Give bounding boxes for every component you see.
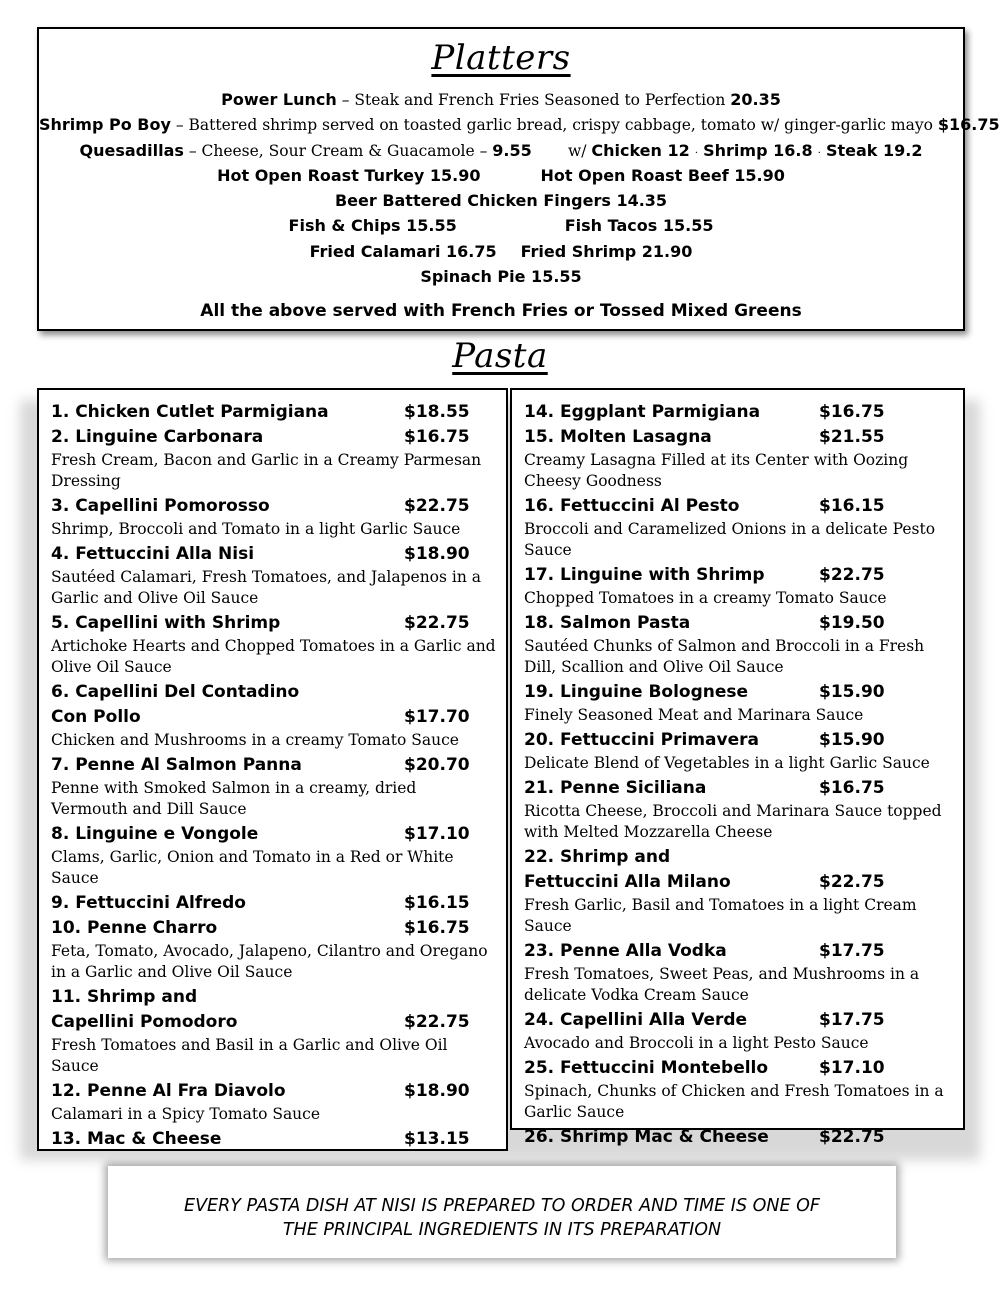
beer-battered-chicken-fingers: Beer Battered Chicken Fingers 14.35 bbox=[334, 191, 668, 211]
item-price: $17.75 bbox=[819, 1010, 885, 1030]
item-head bbox=[51, 542, 506, 567]
item-desc: Finely Seasoned Meat and Marinara Sauce bbox=[524, 706, 864, 724]
pasta-item bbox=[524, 494, 963, 561]
item-head bbox=[524, 563, 963, 588]
item-name: 6. Capellini Del Contadino bbox=[51, 682, 300, 702]
item-price: $22.75 bbox=[404, 613, 470, 633]
item-price: $17.10 bbox=[404, 824, 470, 844]
pasta-item bbox=[51, 542, 506, 609]
pasta-column-right bbox=[510, 388, 965, 1147]
item-name: 22. Shrimp and bbox=[524, 847, 671, 867]
item-desc: Clams, Garlic, Onion and Tomato in a Red or White Sauce bbox=[51, 848, 454, 887]
pasta-item bbox=[51, 400, 506, 425]
separator-dot: · bbox=[817, 147, 821, 159]
chicken-option: Chicken 12 bbox=[591, 140, 690, 160]
item-head bbox=[524, 1008, 963, 1033]
item-desc: Avocado and Broccoli in a light Pesto Sauce bbox=[524, 1034, 869, 1052]
item-price: $16.75 bbox=[819, 778, 885, 798]
item-price: $22.75 bbox=[819, 565, 885, 585]
pasta-item bbox=[524, 845, 963, 937]
platters-section bbox=[37, 27, 1000, 331]
item-desc: Sautéed Chunks of Salmon and Broccoli in a Fresh Dill, Scallion and Olive Oil Sauce bbox=[524, 637, 925, 676]
item-name: 13. Mac & Cheese bbox=[51, 1129, 222, 1149]
pasta-item bbox=[524, 400, 963, 425]
item-desc: – Cheese, Sour Cream & Guacamole – bbox=[183, 141, 493, 160]
item-name: 7. Penne Al Salmon Panna bbox=[51, 755, 302, 775]
item-price: $16.75 bbox=[937, 115, 1000, 135]
shrimp-option: Shrimp 16.8 bbox=[703, 140, 813, 160]
item-desc: Penne with Smoked Salmon in a creamy, dried Vermouth and Dill Sauce bbox=[51, 779, 417, 818]
pasta-item bbox=[524, 563, 963, 609]
pasta-item bbox=[51, 753, 506, 820]
item-price: $15.90 bbox=[819, 730, 885, 750]
item-head bbox=[51, 705, 506, 730]
item-price: 9.55 bbox=[492, 140, 532, 160]
item-desc: Feta, Tomato, Avocado, Jalapeno, Cilantro and Oregano in a Garlic and Olive Oil Sauce bbox=[51, 942, 488, 981]
item-name: Power Lunch bbox=[221, 90, 337, 109]
item-name: 14. Eggplant Parmigiana bbox=[524, 402, 761, 422]
pasta-item bbox=[524, 1008, 963, 1054]
item-head bbox=[51, 1127, 506, 1152]
item-price: $17.70 bbox=[404, 707, 470, 727]
fish-and-chips: Fish & Chips 15.55 bbox=[288, 216, 457, 236]
separator-dot: · bbox=[694, 147, 699, 159]
pasta-item bbox=[524, 680, 963, 726]
item-desc: Shrimp, Broccoli and Tomato in a light Garlic Sauce bbox=[51, 520, 461, 538]
item-desc: Delicate Blend of Vegetables in a light Garlic Sauce bbox=[524, 754, 930, 772]
item-head bbox=[524, 400, 963, 425]
item-head bbox=[524, 1125, 963, 1150]
pasta-item bbox=[51, 425, 506, 492]
pasta-column-left bbox=[37, 388, 508, 1151]
item-price: $16.15 bbox=[819, 496, 885, 516]
pasta-item bbox=[524, 1125, 963, 1150]
pasta-item bbox=[51, 822, 506, 889]
pasta-item bbox=[51, 1127, 506, 1152]
item-desc: Creamy Lasagna Filled at its Center with Oozing Cheesy Goodness bbox=[524, 451, 909, 490]
platter-chicken-fingers bbox=[39, 188, 963, 213]
platter-fish-row bbox=[39, 213, 963, 238]
pasta-item bbox=[51, 680, 506, 751]
item-head bbox=[51, 1010, 506, 1035]
platter-power-lunch bbox=[39, 87, 963, 112]
notice-line-1: EVERY PASTA DISH AT NISI IS PREPARED TO ORDER AND TIME IS ONE OF bbox=[184, 1196, 820, 1216]
item-price: $16.75 bbox=[404, 427, 470, 447]
item-head bbox=[51, 611, 506, 636]
item-name: 9. Fettuccini Alfredo bbox=[51, 893, 246, 913]
item-name: 26. Shrimp Mac & Cheese bbox=[524, 1127, 769, 1147]
item-name: 5. Capellini with Shrimp bbox=[51, 613, 281, 633]
item-desc: – Battered shrimp served on toasted garlic bread, crispy cabbage, tomato w/ ginger-garlic mayo bbox=[170, 116, 938, 135]
item-head bbox=[524, 776, 963, 801]
with-label: w/ bbox=[567, 141, 592, 160]
item-price: 20.35 bbox=[730, 90, 781, 109]
pasta-item bbox=[524, 1056, 963, 1123]
steak-option: Steak 19.2 bbox=[825, 140, 923, 160]
item-name: 3. Capellini Pomorosso bbox=[51, 496, 270, 516]
fish-tacos: Fish Tacos 15.55 bbox=[564, 216, 714, 236]
hot-open-roast-turkey: Hot Open Roast Turkey 15.90 bbox=[217, 165, 481, 185]
item-name: 12. Penne Al Fra Diavolo bbox=[51, 1081, 286, 1101]
item-price: $22.75 bbox=[819, 872, 885, 892]
pasta-title-wrap bbox=[0, 336, 1000, 376]
pasta-item bbox=[51, 611, 506, 678]
item-desc: Fresh Tomatoes, Sweet Peas, and Mushrooms in a delicate Vodka Cream Sauce bbox=[524, 965, 920, 1004]
item-price: $13.15 bbox=[404, 1129, 470, 1149]
item-name: 17. Linguine with Shrimp bbox=[524, 565, 765, 585]
item-name: 4. Fettuccini Alla Nisi bbox=[51, 544, 255, 564]
item-name-cont: Fettuccini Alla Milano bbox=[524, 872, 731, 892]
fried-calamari: Fried Calamari 16.75 bbox=[309, 241, 497, 261]
item-head bbox=[51, 753, 506, 778]
item-price: $18.90 bbox=[404, 1081, 470, 1101]
item-price: $22.75 bbox=[404, 1012, 470, 1032]
item-name-cont: Con Pollo bbox=[51, 707, 141, 727]
pasta-item bbox=[524, 728, 963, 774]
item-head bbox=[51, 822, 506, 847]
item-name: Shrimp Po Boy bbox=[39, 115, 171, 135]
item-name: 10. Penne Charro bbox=[51, 918, 218, 938]
item-name: 21. Penne Siciliana bbox=[524, 778, 707, 798]
item-price: $22.75 bbox=[404, 496, 470, 516]
item-price: $18.90 bbox=[404, 544, 470, 564]
item-desc: Artichoke Hearts and Chopped Tomatoes in a Garlic and Olive Oil Sauce bbox=[51, 637, 496, 676]
item-desc: Broccoli and Caramelized Onions in a delicate Pesto Sauce bbox=[524, 520, 936, 559]
platter-fried-row bbox=[39, 239, 963, 264]
item-name: 24. Capellini Alla Verde bbox=[524, 1010, 748, 1030]
item-head bbox=[524, 680, 963, 705]
item-desc: – Steak and French Fries Seasoned to Perfection bbox=[336, 91, 731, 109]
spinach-pie: Spinach Pie 15.55 bbox=[420, 267, 582, 287]
pasta-item bbox=[524, 425, 963, 492]
item-name-cont: Capellini Pomodoro bbox=[51, 1012, 238, 1032]
item-head bbox=[51, 891, 506, 916]
pasta-item bbox=[51, 891, 506, 916]
item-desc: Sautéed Calamari, Fresh Tomatoes, and Jalapenos in a Garlic and Olive Oil Sauce bbox=[51, 568, 481, 607]
item-head bbox=[524, 494, 963, 519]
item-name: 23. Penne Alla Vodka bbox=[524, 941, 727, 961]
pasta-item bbox=[51, 1079, 506, 1125]
item-desc: Fresh Garlic, Basil and Tomatoes in a light Cream Sauce bbox=[524, 896, 917, 935]
item-price: $15.90 bbox=[819, 682, 885, 702]
item-name: 16. Fettuccini Al Pesto bbox=[524, 496, 740, 516]
item-head bbox=[524, 425, 963, 450]
item-desc: Fresh Tomatoes and Basil in a Garlic and Olive Oil Sauce bbox=[51, 1036, 448, 1075]
item-head bbox=[51, 1079, 506, 1104]
platters-title: Platters bbox=[431, 38, 571, 78]
platters-footer-note: All the above served with French Fries or Tossed Mixed Greens bbox=[200, 301, 802, 322]
item-price: $18.55 bbox=[404, 402, 470, 422]
item-head bbox=[51, 916, 506, 941]
item-head bbox=[524, 1056, 963, 1081]
pasta-item bbox=[524, 776, 963, 843]
item-desc: Fresh Cream, Bacon and Garlic in a Creamy Parmesan Dressing bbox=[51, 451, 482, 490]
pasta-item bbox=[51, 916, 506, 983]
item-price: $17.10 bbox=[819, 1058, 885, 1078]
item-price: $20.70 bbox=[404, 755, 470, 775]
preparation-notice bbox=[108, 1166, 896, 1258]
item-price: $17.75 bbox=[819, 941, 885, 961]
item-head bbox=[524, 870, 963, 895]
item-name: 20. Fettuccini Primavera bbox=[524, 730, 759, 750]
fried-shrimp: Fried Shrimp 21.90 bbox=[520, 241, 693, 261]
item-name: 2. Linguine Carbonara bbox=[51, 427, 264, 447]
item-name: 1. Chicken Cutlet Parmigiana bbox=[51, 402, 329, 422]
item-name: Quesadillas bbox=[79, 140, 184, 160]
item-desc: Chopped Tomatoes in a creamy Tomato Sauce bbox=[524, 589, 887, 607]
platter-roast-row bbox=[39, 163, 963, 188]
item-name: 18. Salmon Pasta bbox=[524, 613, 691, 633]
notice-line-2: THE PRINCIPAL INGREDIENTS IN ITS PREPARATION bbox=[282, 1220, 722, 1240]
pasta-title: Pasta bbox=[452, 336, 548, 376]
item-name: 25. Fettuccini Montebello bbox=[524, 1058, 769, 1078]
item-head bbox=[524, 939, 963, 964]
item-head bbox=[51, 494, 506, 519]
item-price: $21.55 bbox=[819, 427, 885, 447]
platter-spinach-pie bbox=[39, 264, 963, 289]
item-price: $16.15 bbox=[404, 893, 470, 913]
pasta-item bbox=[524, 939, 963, 1006]
item-head bbox=[51, 425, 506, 450]
pasta-item bbox=[51, 494, 506, 540]
item-desc: Calamari in a Spicy Tomato Sauce bbox=[51, 1105, 321, 1123]
item-price: $16.75 bbox=[404, 918, 470, 938]
item-price: $19.50 bbox=[819, 613, 885, 633]
item-desc: Ricotta Cheese, Broccoli and Marinara Sauce topped with Melted Mozzarella Cheese bbox=[524, 802, 942, 841]
hot-open-roast-beef: Hot Open Roast Beef 15.90 bbox=[540, 165, 785, 185]
item-price: $22.75 bbox=[819, 1127, 885, 1147]
item-name: 19. Linguine Bolognese bbox=[524, 682, 749, 702]
item-head bbox=[51, 400, 506, 425]
item-desc: Spinach, Chunks of Chicken and Fresh Tomatoes in a Garlic Sauce bbox=[524, 1082, 944, 1121]
platter-quesadillas bbox=[39, 138, 963, 163]
item-head bbox=[524, 728, 963, 753]
item-name: 11. Shrimp and bbox=[51, 987, 198, 1007]
item-name: 8. Linguine e Vongole bbox=[51, 824, 259, 844]
pasta-item bbox=[51, 985, 506, 1077]
item-price: $16.75 bbox=[819, 402, 885, 422]
pasta-item bbox=[524, 611, 963, 678]
item-head bbox=[524, 611, 963, 636]
item-name: 15. Molten Lasagna bbox=[524, 427, 712, 447]
platter-shrimp-po-boy bbox=[39, 112, 1000, 137]
item-desc: Chicken and Mushrooms in a creamy Tomato Sauce bbox=[51, 731, 459, 749]
